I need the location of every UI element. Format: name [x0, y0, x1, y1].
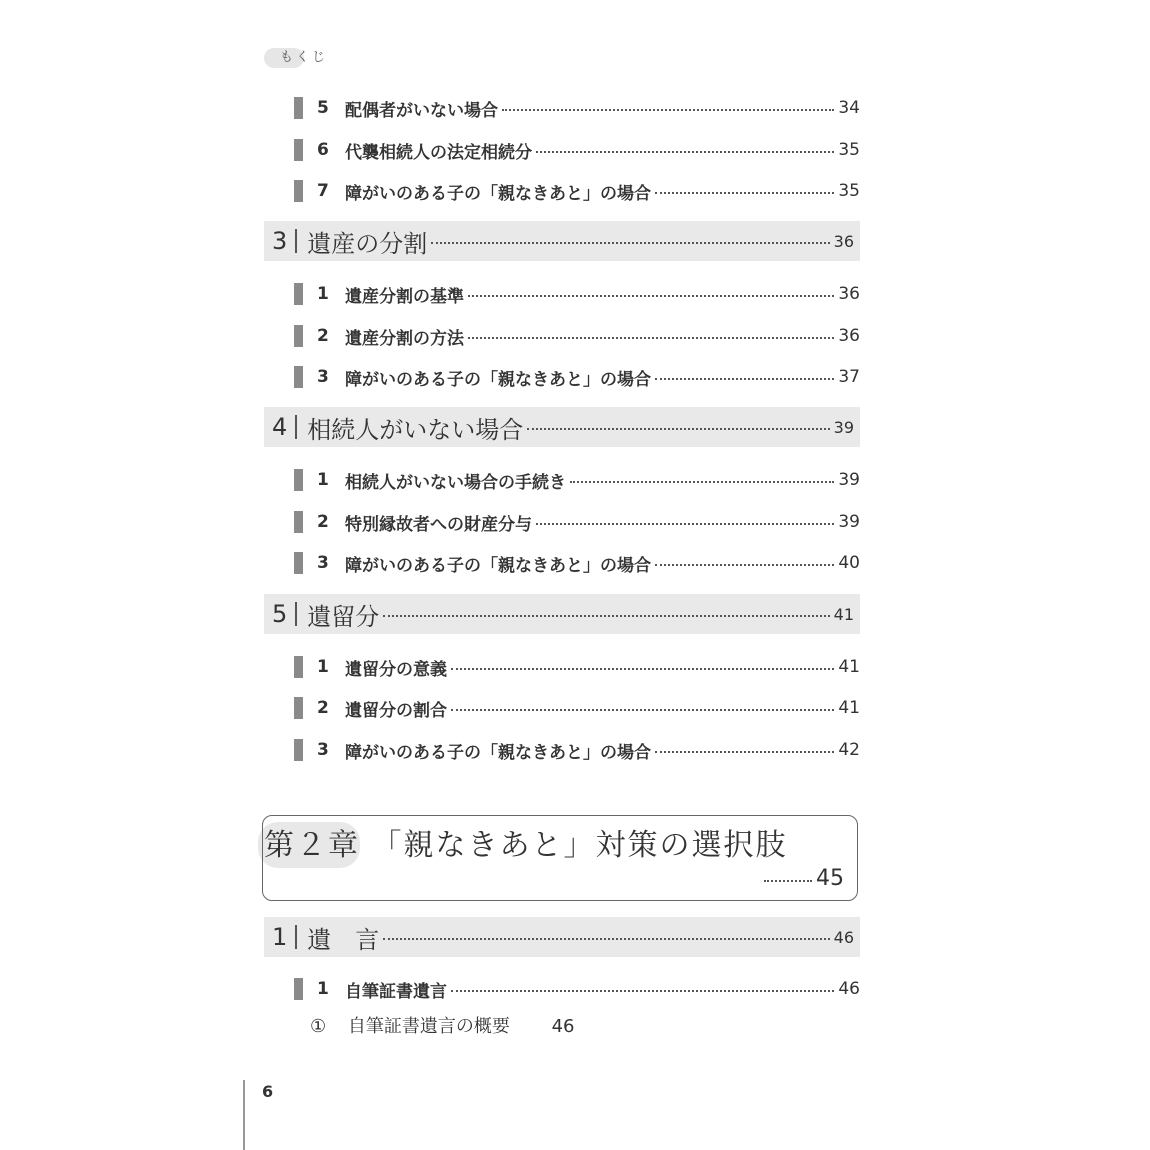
dot-leader: [536, 523, 834, 525]
entry-number: 7: [317, 181, 329, 201]
dot-leader: [536, 151, 834, 153]
entry-marker-bar: [294, 366, 303, 388]
section-page: 46: [833, 927, 854, 947]
entry-title: 代襲相続人の法定相続分: [345, 142, 532, 163]
entry-page: 36: [838, 284, 860, 304]
entry-page: 35: [838, 140, 860, 160]
entry-number: 1: [317, 470, 329, 490]
dot-leader: [502, 109, 834, 111]
entry-title: 配偶者がいない場合: [345, 100, 498, 121]
entry-marker-bar: [294, 283, 303, 305]
section-title: 遺留分: [307, 602, 380, 631]
entry-marker-bar: [294, 552, 303, 574]
section-number: 4: [272, 413, 288, 441]
toc-section-entry[interactable]: [264, 594, 860, 634]
entry-page: 46: [838, 979, 860, 999]
entry-title: 障がいのある子の「親なきあと」の場合: [345, 555, 651, 576]
entry-page: 36: [838, 326, 860, 346]
chapter-page-row: [764, 866, 844, 891]
dot-leader: [451, 709, 834, 711]
entry-title: 自筆証書遺言: [345, 981, 447, 1002]
item-page: 46: [551, 1016, 575, 1037]
entry-page: 41: [838, 698, 860, 718]
entry-number: 2: [317, 326, 329, 346]
entry-marker-bar: [294, 139, 303, 161]
toc-section-entry[interactable]: [264, 221, 860, 261]
dot-leader: [451, 990, 834, 992]
section-page: 36: [833, 231, 854, 251]
dot-leader: [383, 615, 829, 617]
toc-subentry[interactable]: [264, 463, 860, 497]
entry-marker-bar: [294, 978, 303, 1000]
entry-page: 40: [838, 553, 860, 573]
entry-number: 1: [317, 284, 329, 304]
section-separator: [295, 602, 297, 626]
entry-page: 39: [838, 470, 860, 490]
dot-leader: [451, 668, 834, 670]
entry-title: 障がいのある子の「親なきあと」の場合: [345, 742, 651, 763]
entry-number: 1: [317, 657, 329, 677]
section-number: 3: [272, 227, 288, 255]
toc-subentry[interactable]: [264, 133, 860, 167]
dot-leader: [383, 938, 829, 940]
entry-number: 2: [317, 512, 329, 532]
entry-marker-bar: [294, 325, 303, 347]
toc-section-entry[interactable]: [264, 407, 860, 447]
entry-marker-bar: [294, 469, 303, 491]
entry-marker-bar: [294, 739, 303, 761]
chapter-page: 45: [816, 866, 844, 891]
toc-header-label: もくじ: [264, 46, 334, 70]
entry-number: 5: [317, 98, 329, 118]
toc-subentry[interactable]: [264, 91, 860, 125]
dot-leader: [655, 192, 834, 194]
page-number: 6: [262, 1082, 274, 1101]
section-page: 41: [833, 604, 854, 624]
toc-subentry[interactable]: [264, 546, 860, 580]
toc-subentry[interactable]: [264, 972, 860, 1006]
section-separator: [295, 925, 297, 949]
entry-title: 遺産分割の基準: [345, 286, 464, 307]
entry-title: 相続人がいない場合の手続き: [345, 472, 566, 493]
entry-marker-bar: [294, 511, 303, 533]
entry-page: 35: [838, 181, 860, 201]
entry-title: 遺留分の意義: [345, 659, 447, 680]
entry-page: 37: [838, 367, 860, 387]
entry-marker-bar: [294, 97, 303, 119]
entry-number: 3: [317, 367, 329, 387]
entry-marker-bar: [294, 180, 303, 202]
entry-title: 遺留分の割合: [345, 700, 447, 721]
toc-subentry[interactable]: [264, 650, 860, 684]
entry-title: 障がいのある子の「親なきあと」の場合: [345, 183, 651, 204]
dot-leader: [764, 880, 812, 882]
toc-section-entry[interactable]: [264, 917, 860, 957]
section-title: 相続人がいない場合: [307, 415, 524, 444]
entry-number: 2: [317, 698, 329, 718]
toc-subentry[interactable]: [264, 174, 860, 208]
entry-number: 3: [317, 740, 329, 760]
entry-title: 障がいのある子の「親なきあと」の場合: [345, 369, 651, 390]
dot-leader: [431, 242, 829, 244]
dot-leader: [655, 378, 834, 380]
toc-subentry[interactable]: [264, 277, 860, 311]
section-separator: [295, 415, 297, 439]
entry-title: 特別縁故者への財産分与: [345, 514, 532, 535]
section-title: 遺産の分割: [307, 229, 428, 258]
entry-marker-bar: [294, 697, 303, 719]
dot-leader: [570, 481, 834, 483]
toc-item[interactable]: [310, 1012, 575, 1038]
toc-subentry[interactable]: [264, 691, 860, 725]
dot-leader: [655, 564, 834, 566]
entry-title: 遺産分割の方法: [345, 328, 464, 349]
dot-leader: [655, 751, 834, 753]
entry-number: 6: [317, 140, 329, 160]
toc-subentry[interactable]: [264, 360, 860, 394]
dot-leader: [468, 337, 834, 339]
chapter-title: 第２章 「親なきあと」対策の選択肢: [264, 820, 788, 864]
toc-subentry[interactable]: [264, 319, 860, 353]
toc-subentry[interactable]: [264, 733, 860, 767]
entry-page: 39: [838, 512, 860, 532]
entry-number: 3: [317, 553, 329, 573]
section-number: 5: [272, 600, 288, 628]
item-title: 自筆証書遺言の概要: [347, 1016, 510, 1037]
dot-leader: [527, 428, 829, 430]
toc-subentry[interactable]: [264, 505, 860, 539]
entry-page: 34: [838, 98, 860, 118]
section-separator: [295, 229, 297, 253]
section-page: 39: [833, 417, 854, 437]
entry-number: 1: [317, 979, 329, 999]
entry-marker-bar: [294, 656, 303, 678]
section-title: 遺 言: [307, 925, 380, 954]
entry-page: 41: [838, 657, 860, 677]
section-number: 1: [272, 923, 288, 951]
dot-leader: [468, 295, 834, 297]
item-marker: ①: [310, 1016, 327, 1037]
entry-page: 42: [838, 740, 860, 760]
footer-rule: [243, 1080, 245, 1150]
